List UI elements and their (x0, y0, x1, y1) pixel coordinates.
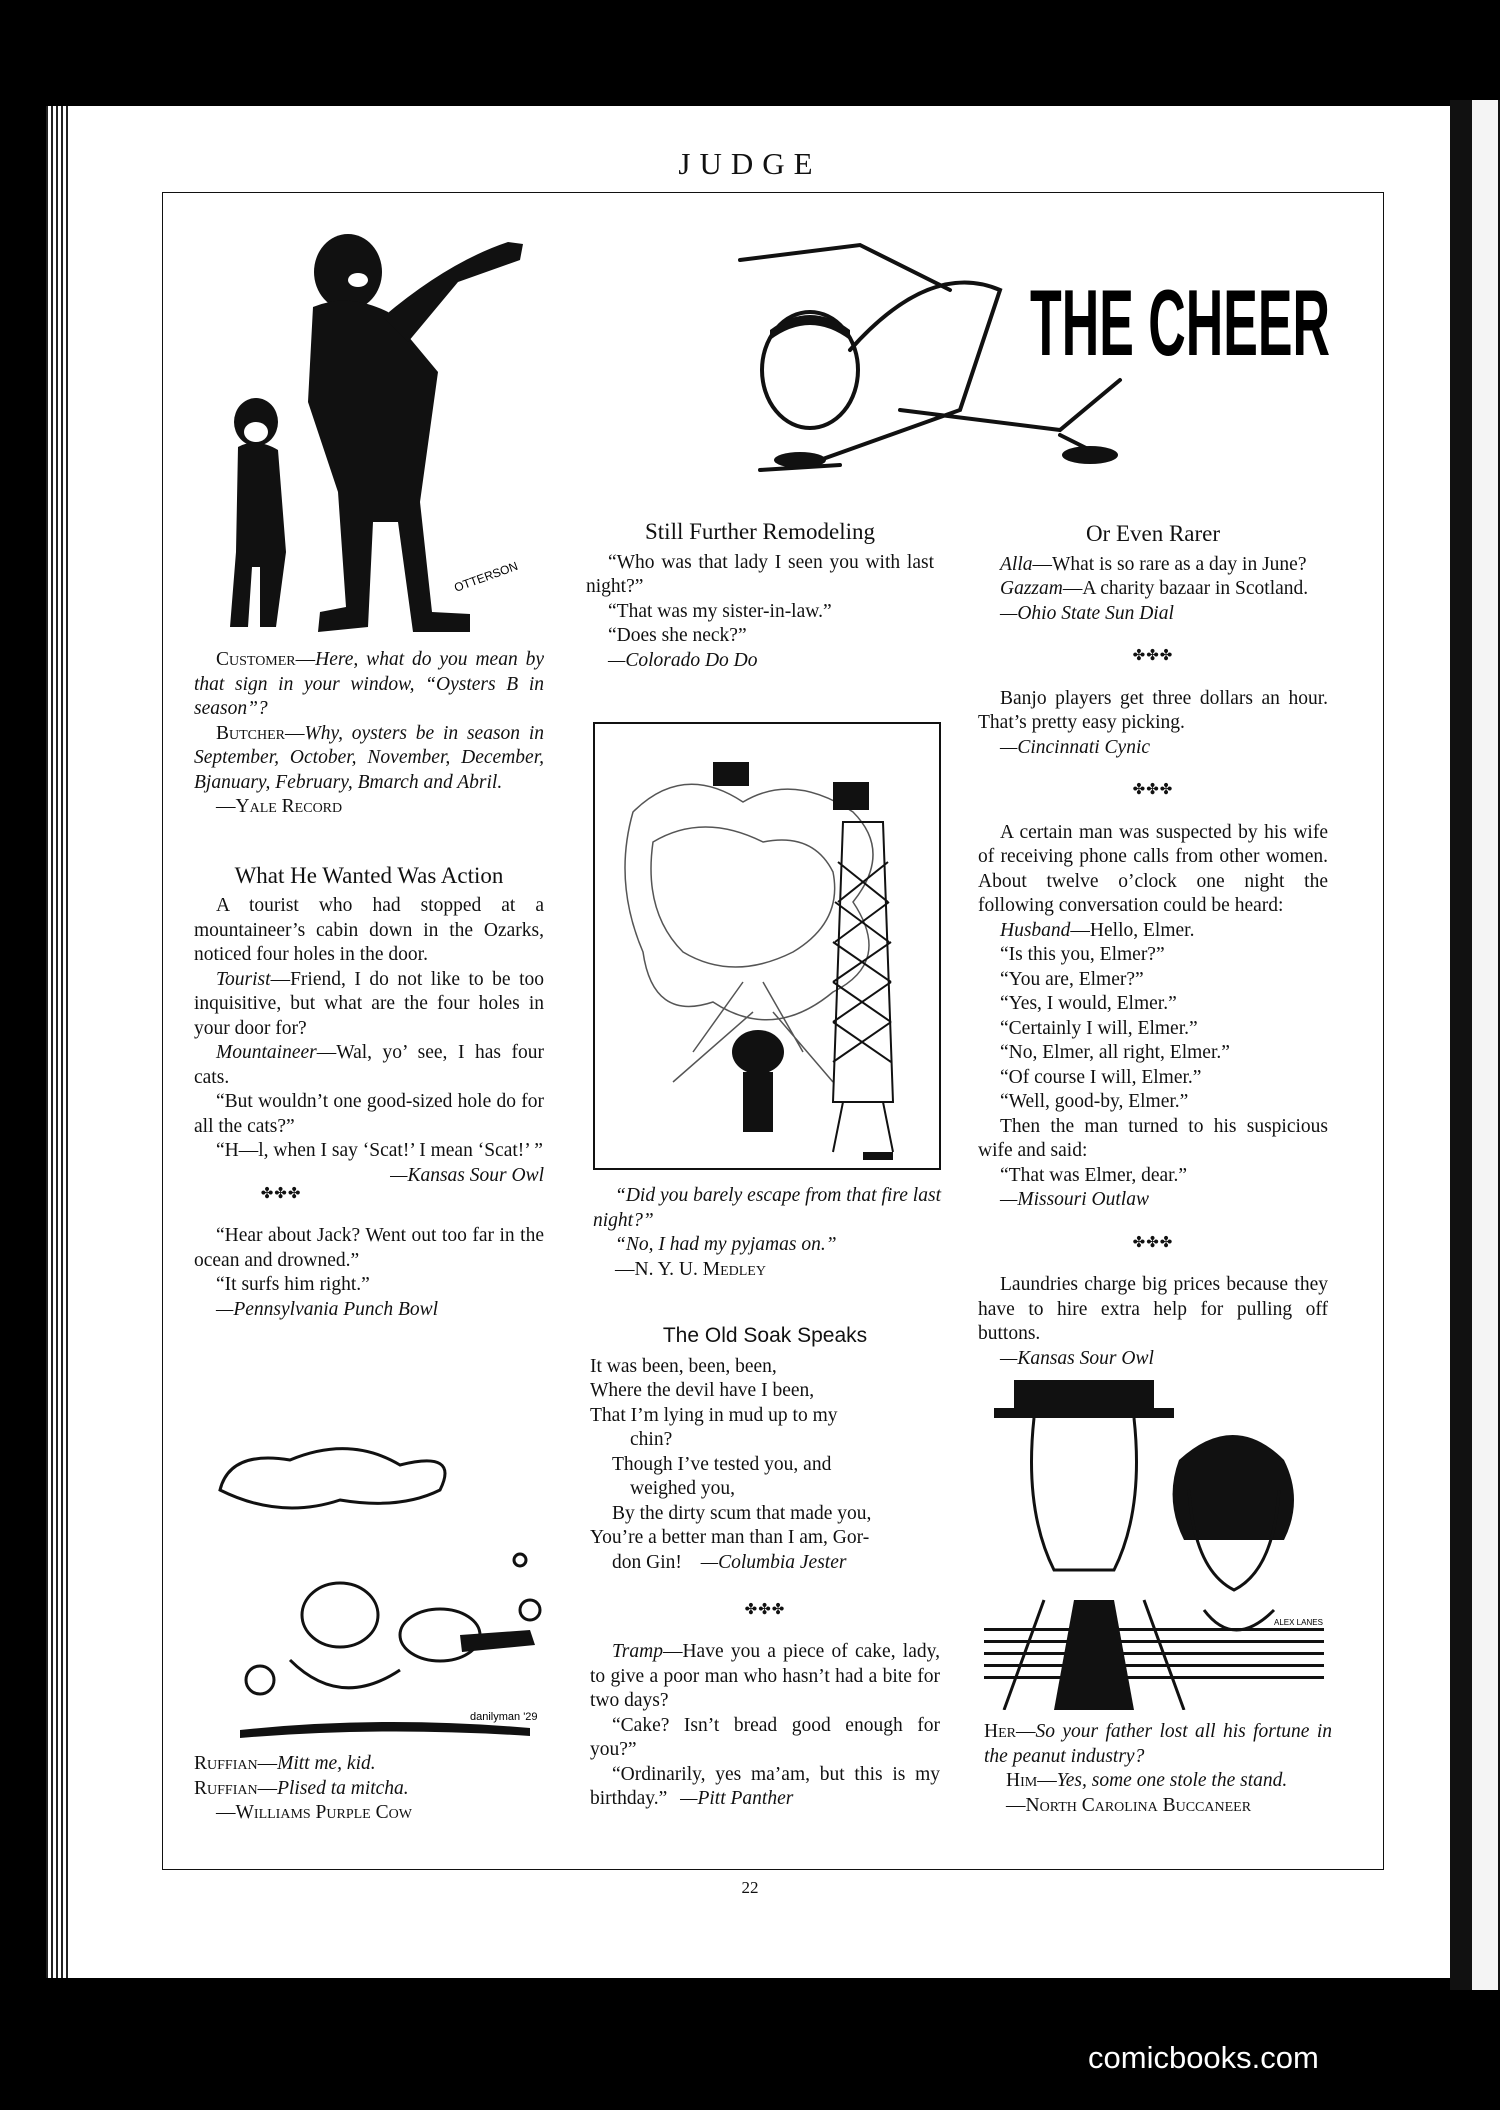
speaker-label: Butcher (216, 722, 286, 744)
speaker-label: Ruffian (194, 1753, 258, 1774)
source-credit: —Pitt Panther (680, 1788, 794, 1809)
separator-ornament: ✤✤✤ (1132, 648, 1174, 664)
source-credit: —Missouri Outlaw (1000, 1189, 1149, 1210)
paragraph: “H—l, when I say ‘Scat!’ I mean ‘Scat!’ ” (216, 1140, 543, 1161)
joke-line: “Did you barely escape from that fire last night?” (593, 1185, 941, 1231)
verse-line: don Gin! (612, 1551, 682, 1573)
peanut-joke: Her—So your father lost all his fortune in the peanut industry? Him—Yes, some one stole the stand. —North Carolina Buccaneer (984, 1721, 1332, 1816)
separator-ornament: ✤✤✤ (1132, 782, 1174, 798)
dialogue-line: “Certainly I will, Elmer.” (1000, 1017, 1198, 1039)
page-gutter (1450, 100, 1500, 1990)
verse-line: weighed you, (630, 1478, 736, 1499)
verse-line: That I’m lying in mud up to my (590, 1404, 838, 1426)
couple-illustration (984, 1350, 1324, 1710)
speaker-label: Husband (1000, 919, 1071, 941)
source-credit: —Colorado Do Do (608, 649, 758, 671)
speaker-label: Alla (1000, 553, 1033, 575)
joke-line: “No, I had my pyjamas on.” (615, 1234, 837, 1255)
article-title: Or Even Rarer (1085, 521, 1221, 546)
article-title: The Old Soak Speaks (662, 1324, 868, 1347)
tramp-joke: Tramp—Have you a piece of cake, lady, to give a poor man who hasn’t had a bite for two days? “Cake? Isn’t bread good enough for you?” “Ordinarily, yes ma’am, but this is my birthday.” —Pitt Panther (590, 1641, 940, 1809)
verse-line: By the dirty scum that made you, (612, 1502, 872, 1524)
separator-ornament: ✤✤✤ (1132, 1234, 1174, 1251)
verse-line: Though I’ve tested you, and (612, 1453, 832, 1475)
masthead: JUDGE (678, 146, 822, 181)
source-credit: —N. Y. U. Medley (615, 1258, 766, 1280)
paragraph: Then the man turned to his suspicious wife and said: (978, 1115, 1328, 1161)
speaker-label: Mountaineer (216, 1042, 317, 1063)
source-credit: —Kansas Sour Owl (390, 1164, 544, 1186)
separator-ornament: ✤✤✤ (744, 1602, 786, 1618)
speaker-label: Gazzam (1000, 578, 1063, 599)
verse-line: Where the devil have I been, (590, 1380, 815, 1401)
speaker-label: Customer (216, 649, 296, 670)
couple-art-signature: ALEX LANES (1274, 1618, 1323, 1627)
joke-line: Mitt me, kid. (277, 1753, 376, 1774)
joke-line: Plised ta mitcha. (277, 1777, 409, 1799)
the-cheer-illustration (700, 230, 1340, 490)
paragraph: “Does she neck?” (608, 625, 747, 646)
watermark: comicbooks.com (1088, 2040, 1319, 2075)
football-art-signature: danilyman '29 (470, 1711, 538, 1723)
jack-joke (194, 1224, 544, 1322)
paragraph: “It surfs him right.” (216, 1274, 370, 1295)
dialogue-line: “Well, good-by, Elmer.” (1000, 1091, 1189, 1112)
column-right (978, 522, 1328, 1371)
dialogue-line: Hello, Elmer. (1089, 919, 1195, 941)
ruffian-joke: Ruffian—Mitt me, kid. Ruffian—Plised ta mitcha. —Williams Purple Cow (194, 1753, 412, 1823)
action-article: What He Wanted Was Action A tourist who had stopped at a mountaineer’s cabin down in the Ozarks, noticed four holes in the door. Tourist—Friend, I do not like to be too inquisitive, but what are the four holes in your door for? Mountaineer—Wal, yo’ see, I has four cats. “But wouldn’t one good-sized hole do for all the cats?” “H—l, when I say ‘Scat!’ I mean ‘Scat!’ ” —Kansas Sour Owl (194, 864, 544, 1164)
source-credit: —Williams Purple Cow (216, 1802, 412, 1823)
verse-line: It was been, been, been, (590, 1355, 777, 1377)
joke-line: What is so rare as a day in June? (1052, 553, 1307, 575)
speaker-label: Her (984, 1721, 1016, 1742)
elmer-joke: A certain man was suspected by his wife of receiving phone calls from other women. About twelve o’clock one night the following conversation could be heard: Husband—Hello, Elmer. “Is this you, Elmer?” “You are, Elmer?” “Yes, I would, Elmer.” “Certainly I will, Elmer.” “No, Elmer, all right, Elmer.” “Of course I will, Elmer.” “Well, good-by, Elmer.” Then the man turned to his suspicious wife and said: “That was Elmer, dear.” —Missouri Outlaw (978, 821, 1328, 1213)
paragraph: “Ordinarily, yes ma’am, but this is my birthday.” (590, 1763, 940, 1809)
joke-line: Here, what do you mean by that sign in your window, “Oysters B in season”? (194, 649, 544, 719)
paragraph: “Who was that lady I seen you with last night?” (586, 551, 934, 597)
page-binding-edge (46, 106, 68, 1978)
dialogue-line: “Yes, I would, Elmer.” (1000, 993, 1177, 1014)
joke-line: Why, oysters be in season in September, October, November, December, Bjanuary, February, Bmarch and Abril. (194, 722, 544, 793)
paragraph: “Cake? Isn’t bread good enough for you?” (590, 1714, 940, 1760)
verse-line: chin? (630, 1429, 673, 1450)
paragraph: “But wouldn’t one good-sized hole do for all the cats?” (194, 1091, 544, 1137)
source-credit: —Yale Record (216, 796, 343, 817)
article-title: What He Wanted Was Action (234, 862, 504, 888)
paragraph: Banjo players get three dollars an hour. That’s pretty easy picking. (978, 687, 1328, 733)
paragraph: Friend, I do not like to be too inquisitive, but what are the four holes in your door for? (194, 968, 544, 1039)
rarer-joke: Or Even Rarer Alla—What is so rare as a day in June? Gazzam—A charity bazaar in Scotland. —Ohio State Sun Dial (978, 522, 1328, 626)
dialogue-line: “You are, Elmer?” (1000, 968, 1144, 990)
paragraph: Have you a piece of cake, lady, to give a poor man who hasn’t had a bite for two days? (590, 1641, 940, 1711)
customer-art-signature: OTTERSON (452, 558, 520, 595)
fire-joke (593, 1184, 941, 1282)
customer-butcher-illustration (208, 222, 538, 642)
source-credit: —Kansas Sour Owl (1000, 1347, 1154, 1369)
speaker-label: Him (1006, 1770, 1038, 1791)
remodel-article (586, 520, 934, 673)
article-title: Still Further Remodeling (645, 519, 875, 544)
paragraph: A tourist who had stopped at a mountaineer’s cabin down in the Ozarks, noticed four holes in the door. (194, 895, 544, 965)
banjo-joke (978, 687, 1328, 761)
customer-joke: Customer—Here, what do you mean by that sign in your window, “Oysters B in season”? Butcher—Why, oysters be in season in September, October, November, December, Bjanuary, February, Bmarch and Abril. —Yale Record (194, 649, 544, 817)
separator-ornament: ✤✤✤ (260, 1185, 302, 1202)
source-credit: —Columbia Jester (700, 1551, 847, 1573)
paragraph: “Hear about Jack? Went out too far in the ocean and drowned.” (194, 1225, 544, 1271)
old-soak-poem (590, 1324, 940, 1575)
fire-escape-illustration (593, 722, 941, 1170)
dialogue-line: “Is this you, Elmer?” (1000, 944, 1165, 965)
paragraph: Wal, yo’ see, I has four cats. (194, 1042, 544, 1088)
paragraph: “That was Elmer, dear.” (1000, 1164, 1188, 1186)
source-credit: —North Carolina Buccaneer (1006, 1794, 1252, 1816)
speaker-label: Ruffian (194, 1777, 258, 1799)
source-credit: —Cincinnati Cynic (1000, 736, 1151, 758)
paragraph: “That was my sister-in-law.” (608, 600, 832, 622)
dialogue-line: “No, Elmer, all right, Elmer.” (1000, 1042, 1230, 1063)
joke-line: A charity bazaar in Scotland. (1082, 578, 1309, 599)
column-left (194, 648, 544, 1322)
speaker-label: Tourist (216, 968, 271, 990)
joke-line: Yes, some one stole the stand. (1056, 1770, 1288, 1791)
paragraph: Laundries charge big prices because they have to hire extra help for pulling off buttons. (978, 1274, 1328, 1344)
dialogue-line: “Of course I will, Elmer.” (1000, 1066, 1202, 1088)
source-credit: —Pennsylvania Punch Bowl (216, 1298, 439, 1320)
source-credit: —Ohio State Sun Dial (1000, 602, 1174, 624)
football-illustration (200, 1430, 560, 1750)
page-number: 22 (741, 1878, 759, 1897)
paragraph: A certain man was suspected by his wife of receiving phone calls from other women. About twelve o’clock one night the following conversation could be heard: (978, 821, 1328, 916)
laundries-joke (978, 1273, 1328, 1371)
joke-line: So your father lost all his fortune in the peanut industry? (984, 1721, 1332, 1767)
verse-line: You’re a better man than I am, Gor- (590, 1527, 870, 1548)
cheer-title: THE CHEER (1030, 270, 1330, 375)
speaker-label: Tramp (612, 1641, 663, 1662)
